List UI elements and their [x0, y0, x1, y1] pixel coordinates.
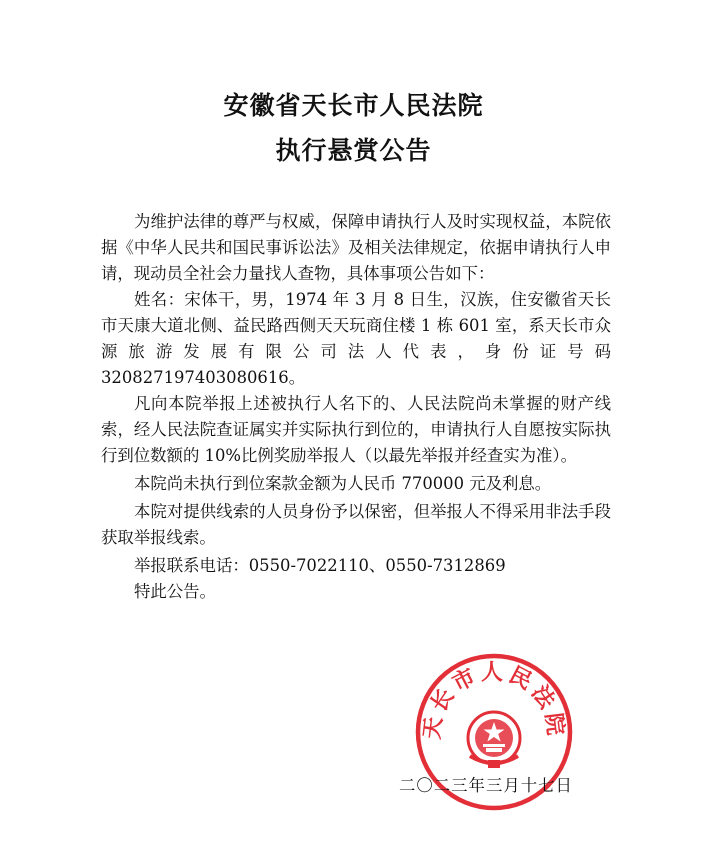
paragraph-intro: 为维护法律的尊严与权威，保障申请执行人及时实现权益，本院依据《中华人民共和国民事诉讼法》及相关法律规定，依据申请执行人申请，现动员全社会力量找人查物，具体事项公告如下：	[101, 212, 611, 283]
notice-body	[101, 209, 611, 605]
court-name-heading: 安徽省天长市人民法院	[223, 91, 484, 120]
paragraph-person-info: 姓名：宋体干，男，1974 年 3 月 8 日生，汉族，住安徽省天长市天康大道北侧、益民路西侧天天玩商住楼 1 栋 601 室，系天长市众源旅游发展有限公司法人代表，身份证号码 320827197403080616。	[101, 290, 611, 387]
paragraph-closing: 特此公告。	[134, 582, 216, 601]
paragraph-contact-phone: 举报联系电话：0550-7022110、0550-7312869	[134, 556, 506, 575]
paragraph-reward: 凡向本院举报上述被执行人名下的、人民法院尚未掌握的财产线索，经人民法院查证属实并实际执行到位的，申请执行人自愿按实际执行到位数额的 10%比例奖励举报人（以最先举报并经查实为准）。	[101, 394, 611, 465]
notice-title-heading: 执行悬赏公告	[275, 136, 432, 165]
svg-text:天长市人民法院: 天长市人民法院	[418, 659, 570, 741]
paragraph-amount: 本院尚未执行到位案款金额为人民币 770000 元及利息。	[134, 474, 552, 493]
national-emblem-icon	[468, 712, 520, 768]
notice-date: 二〇二三年三月十七日	[399, 776, 573, 795]
paragraph-confidentiality: 本院对提供线索的人员身份予以保密，但举报人不得采用非法手段获取举报线索。	[101, 502, 611, 547]
